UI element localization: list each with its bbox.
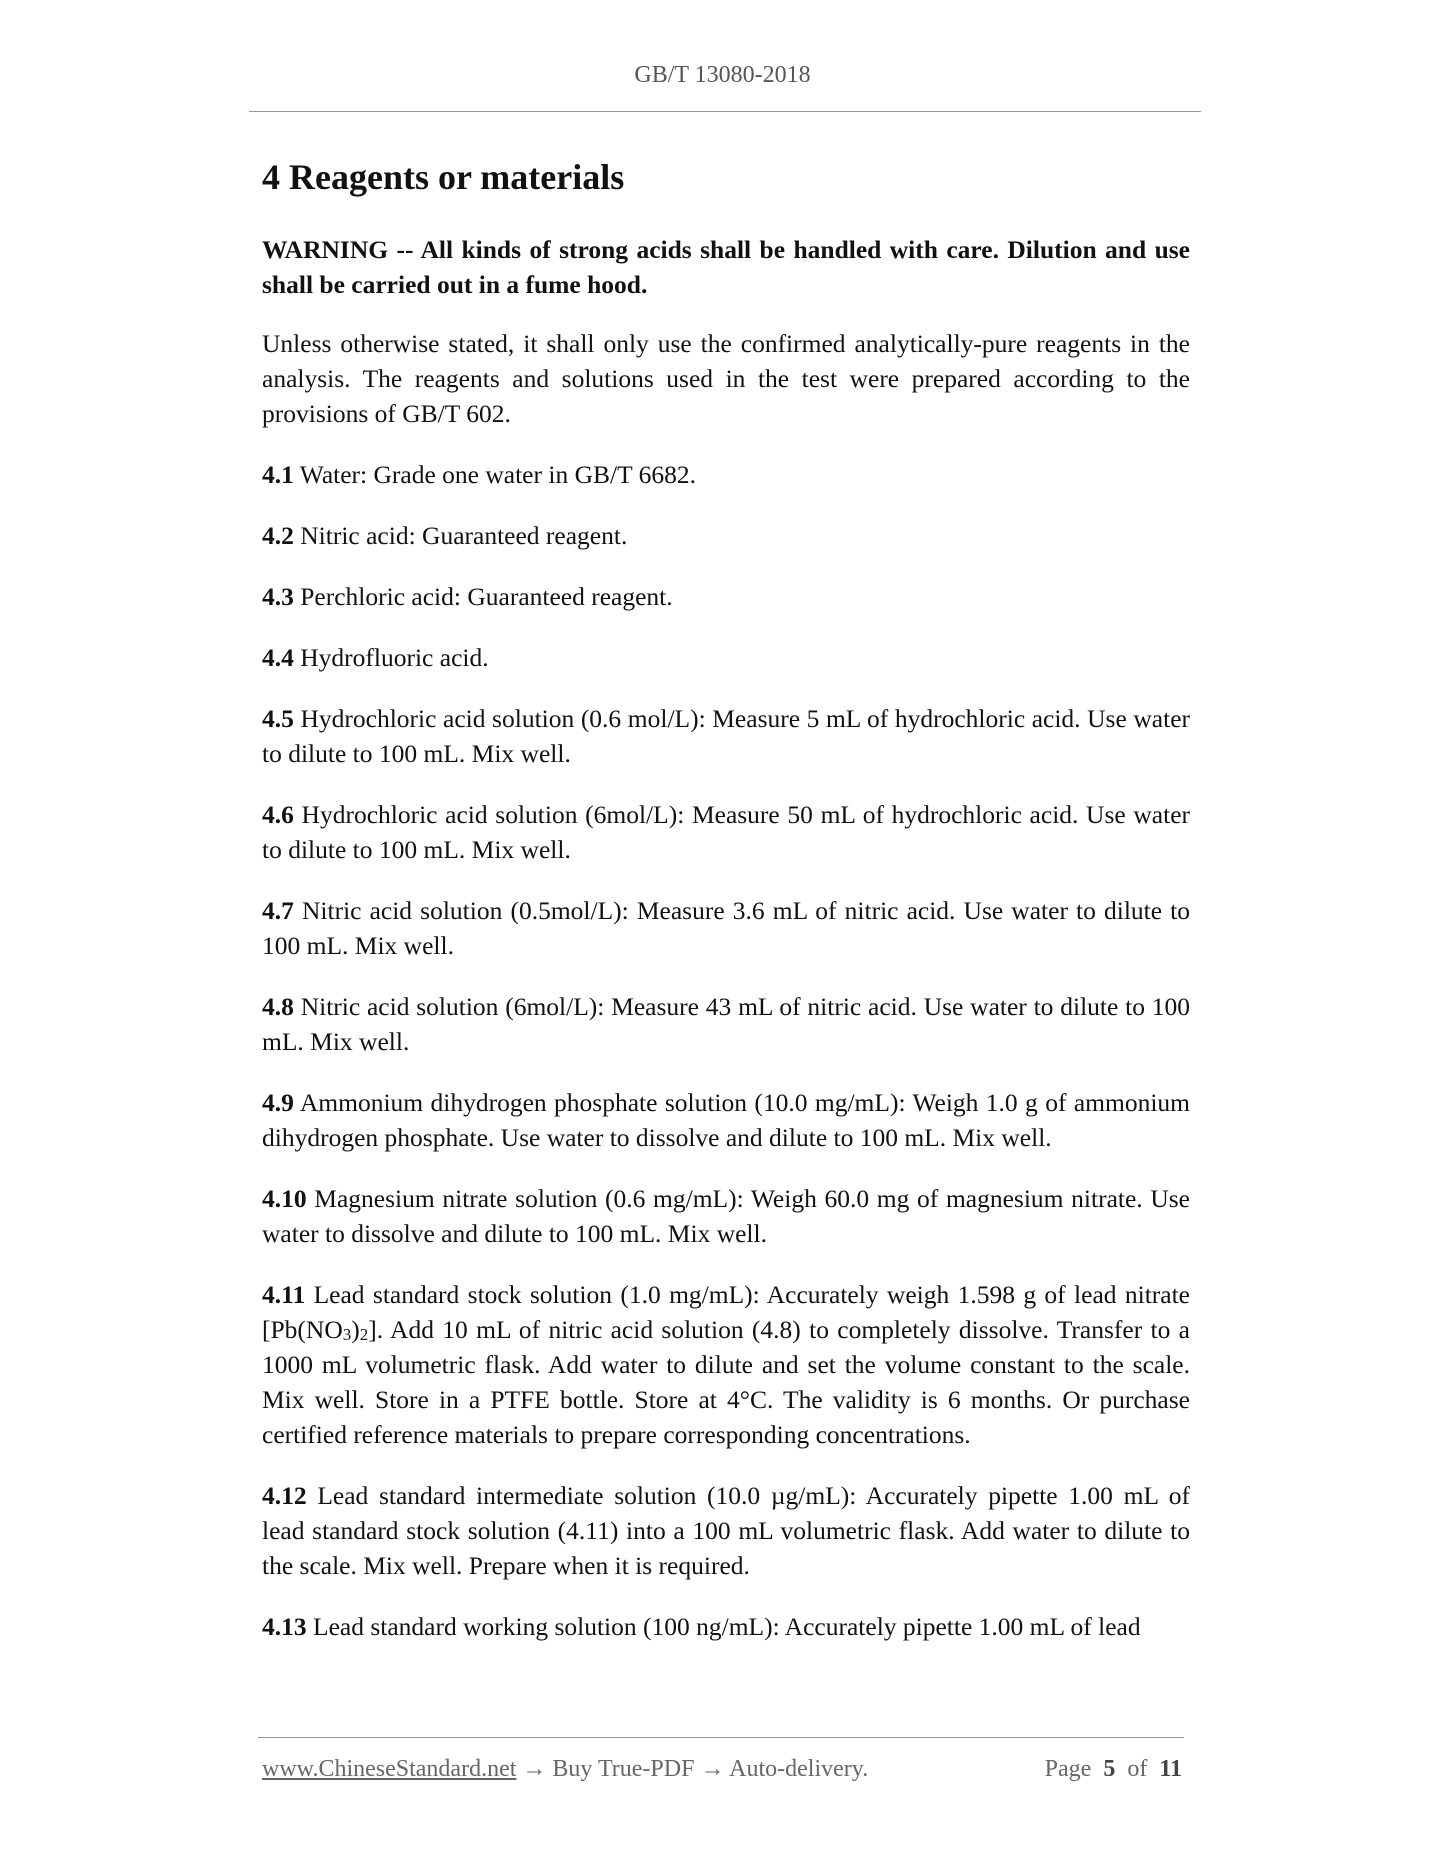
page-word: Page: [1044, 1756, 1092, 1782]
clause-number: 4.8: [262, 992, 294, 1021]
clause-4-8: [262, 989, 1190, 1059]
current-page-number: 5: [1103, 1756, 1116, 1782]
clause-4-2: [262, 518, 1190, 553]
clause-number: 4.10: [262, 1184, 307, 1213]
clause-4-13: [262, 1609, 1190, 1644]
page-content: [262, 152, 1190, 1670]
clause-text: Perchloric acid: Guaranteed reagent.: [300, 582, 673, 611]
clause-number: 4.11: [262, 1280, 306, 1309]
clause-4-10: [262, 1181, 1190, 1251]
of-word: of: [1127, 1756, 1148, 1782]
clause-number: 4.2: [262, 521, 294, 550]
total-page-count: 11: [1159, 1756, 1182, 1782]
clause-text: Nitric acid: Guaranteed reagent.: [300, 521, 628, 550]
clause-number: 4.3: [262, 582, 294, 611]
subscript: 2: [359, 1325, 369, 1344]
page-counter: [1045, 1756, 1182, 1783]
footer-promo: [262, 1756, 868, 1783]
arrow-right-icon: →: [700, 1756, 725, 1782]
clause-number: 4.6: [262, 800, 294, 829]
clause-text: Nitric acid solution (0.5mol/L): Measure 3.6 mL of nitric acid. Use water to dilute to 100 mL. Mix well.: [262, 896, 1191, 960]
clause-4-7: [262, 893, 1190, 963]
page-footer: [262, 1756, 1182, 1788]
intro-paragraph: Unless otherwise stated, it shall only use the confirmed analytically-pure reagents in the analysis. The reagents and solutions used in the test were prepared according to the provisions of GB/T 602.: [262, 329, 1190, 428]
clause-text: Ammonium dihydrogen phosphate solution (10.0 mg/mL): Weigh 1.0 g of ammonium dihydrogen phosphate. Use water to dissolve and dilute to 100 mL. Mix well.: [262, 1088, 1190, 1152]
website-link[interactable]: www.ChineseStandard.net: [262, 1756, 517, 1782]
auto-delivery-text: Auto-delivery.: [729, 1756, 869, 1782]
clause-text: Lead standard working solution (100 ng/mL): Accurately pipette 1.00 mL of lead: [313, 1612, 1141, 1641]
clause-4-11: [262, 1277, 1190, 1452]
clause-number: 4.13: [262, 1612, 307, 1641]
clause-text: Magnesium nitrate solution (0.6 mg/mL): Weigh 60.0 mg of magnesium nitrate. Use water to dissolve and dilute to 100 mL. Mix well.: [262, 1184, 1190, 1248]
footer-divider: [258, 1737, 1184, 1738]
header-divider: [249, 111, 1201, 112]
subscript: 3: [342, 1325, 352, 1344]
section-title: 4 Reagents or materials: [262, 157, 625, 197]
clause-text: Hydrochloric acid solution (0.6 mol/L): Measure 5 mL of hydrochloric acid. Use water to dilute to 100 mL. Mix well.: [262, 704, 1191, 768]
clause-number: 4.9: [262, 1088, 294, 1117]
page-header-doc-id: GB/T 13080-2018: [634, 62, 811, 88]
clause-text: Lead standard intermediate solution (10.0 µg/mL): Accurately pipette 1.00 mL of lead standard stock solution (4.11) into a 100 mL volumetric flask. Add water to dilute to the scale. Mix well. Prepare when it is required.: [262, 1481, 1191, 1580]
clause-4-5: [262, 701, 1190, 771]
clause-4-12: [262, 1478, 1190, 1583]
clause-4-6: [262, 797, 1190, 867]
clause-4-4: [262, 640, 1190, 675]
clause-4-3: [262, 579, 1190, 614]
clause-text: Water: Grade one water in GB/T 6682.: [299, 460, 696, 489]
clause-text: Hydrofluoric acid.: [300, 643, 489, 672]
clause-4-1: [262, 457, 1190, 492]
clause-text: Nitric acid solution (6mol/L): Measure 43 mL of nitric acid. Use water to dilute to 100 mL. Mix well.: [262, 992, 1190, 1056]
clause-number: 4.5: [262, 704, 294, 733]
clause-4-9: [262, 1085, 1190, 1155]
clause-number: 4.4: [262, 643, 294, 672]
clause-number: 4.1: [262, 460, 294, 489]
clause-number: 4.7: [262, 896, 294, 925]
buy-pdf-text: Buy True-PDF: [552, 1756, 695, 1782]
clause-text: Hydrochloric acid solution (6mol/L): Measure 50 mL of hydrochloric acid. Use water to dilute to 100 mL. Mix well.: [262, 800, 1191, 864]
clause-number: 4.12: [262, 1481, 307, 1510]
clause-text-part: Lead standard stock solution (1.0 mg/mL): Accurately weigh 1.598 g of lead nitrate [Pb(NO: [262, 1280, 1190, 1344]
arrow-right-icon: →: [522, 1756, 547, 1782]
warning-paragraph: WARNING -- All kinds of strong acids shall be handled with care. Dilution and use shall be carried out in a fume hood.: [262, 235, 1190, 299]
clause-text-part: ]. Add 10 mL of nitric acid solution (4.8) to completely dissolve. Transfer to a 1000 mL volumetric flask. Add water to dilute and set the volume constant to the scale. Mix well. Store in a PTFE bottle. Store at 4°C. The validity is 6 months. Or purchase certified reference materials to prepare corresponding concentrations.: [262, 1315, 1190, 1449]
clause-text-part: ): [351, 1315, 360, 1344]
